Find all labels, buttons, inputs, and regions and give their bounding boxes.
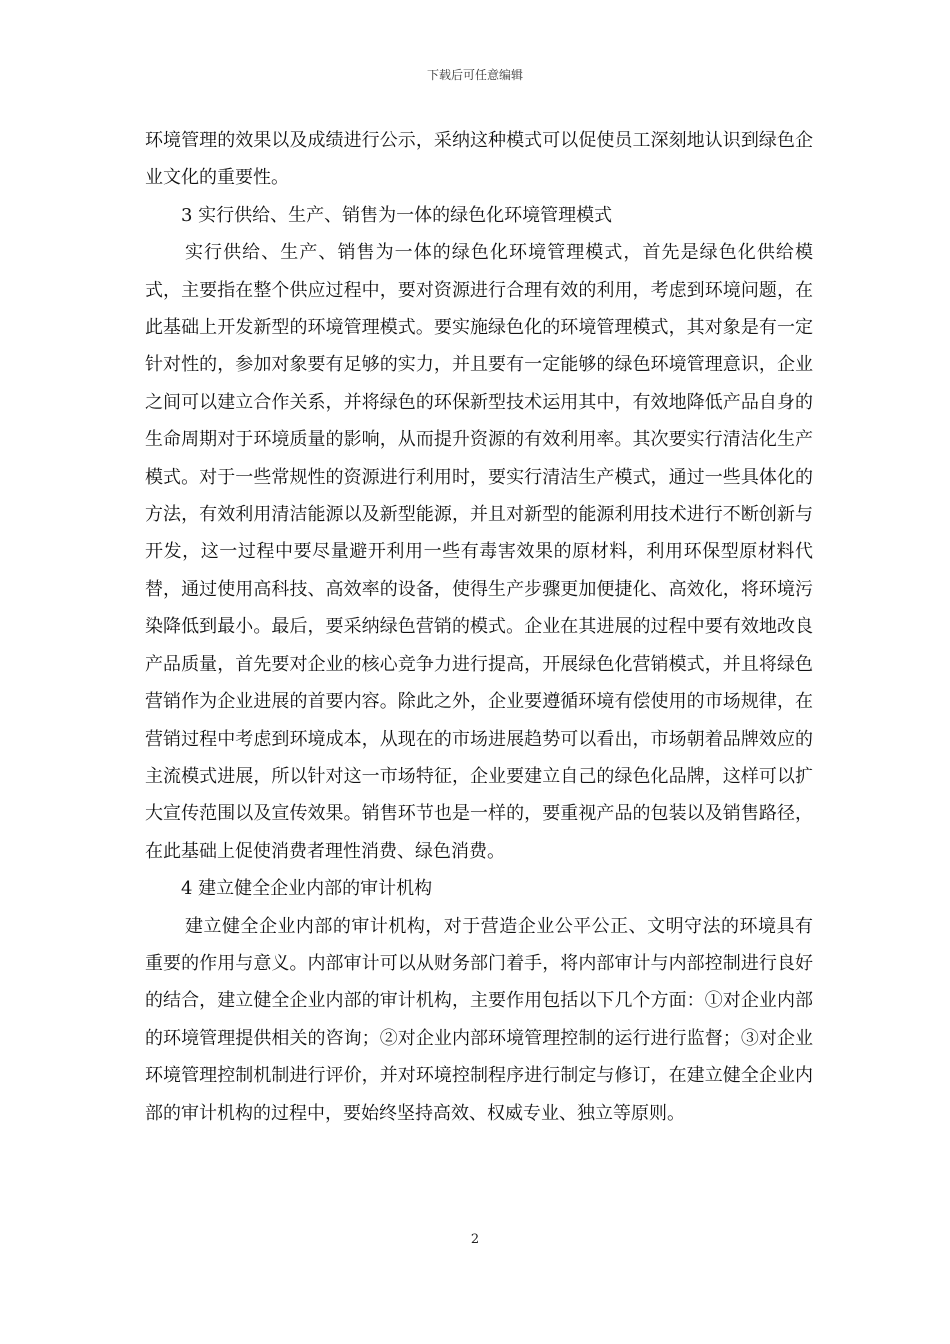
document-body bbox=[145, 122, 813, 1132]
paragraph-section-3: 实行供给、生产、销售为一体的绿色化环境管理模式，首先是绿色化供给模式，主要指在整个供应过程中，要对资源进行合理有效的利用，考虑到环境问题，在此基础上开发新型的环境管理模式。要实施绿色化的环境管理模式，其对象是有一定针对性的，参加对象要有足够的实力，并且要有一定能够的绿色环境管理意识，企业之间可以建立合作关系，并将绿色的环保新型技术运用其中，有效地降低产品自身的生命周期对于环境质量的影响，从而提升资源的有效利用率。其次要实行清洁化生产模式。对于一些常规性的资源进行利用时，要实行清洁生产模式，通过一些具体化的方法，有效利用清洁能源以及新型能源，并且对新型的能源利用技术进行不断创新与开发，这一过程中要尽量避开利用一些有毒害效果的原材料，利用环保型原材料代替，通过使用高科技、高效率的设备，使得生产步骤更加便捷化、高效化，将环境污染降低到最小。最后，要采纳绿色营销的模式。企业在其进展的过程中要有效地改良产品质量，首先要对企业的核心竞争力进行提高，开展绿色化营销模式，并且将绿色营销作为企业进展的首要内容。除此之外，企业要遵循环境有偿使用的市场规律，在营销过程中考虑到环境成本，从现在的市场进展趋势可以看出，市场朝着品牌效应的主流模式进展，所以针对这一市场特征，企业要建立自己的绿色化品牌，这样可以扩大宣传范围以及宣传效果。销售环节也是一样的，要重视产品的包装以及销售路径，在此基础上促使消费者理性消费、绿色消费。 bbox=[145, 242, 813, 862]
paragraph-section-4: 建立健全企业内部的审计机构，对于营造企业公平公正、文明守法的环境具有重要的作用与意义。内部审计可以从财务部门着手，将内部审计与内部控制进行良好的结合，建立健全企业内部的审计机构，主要作用包括以下几个方面：①对企业内部的环境管理提供相关的咨询；②对企业内部环境管理控制的运行进行监督；③对企业环境管理控制机制进行评价，并对环境控制程序进行制定与修订，在建立健全企业内部的审计机构的过程中，要始终坚持高效、权威专业、独立等原则。 bbox=[145, 915, 813, 1124]
paragraph-continued: 环境管理的效果以及成绩进行公示，采纳这种模式可以促使员工深刻地认识到绿色企业文化的重要性。 bbox=[145, 130, 813, 189]
section-heading-4: 4 建立健全企业内部的审计机构 bbox=[181, 878, 433, 900]
page-header: 下载后可任意编辑 bbox=[426, 68, 523, 82]
page-number: 2 bbox=[470, 1232, 480, 1247]
section-heading-3: 3 实行供给、生产、销售为一体的绿色化环境管理模式 bbox=[181, 204, 613, 226]
